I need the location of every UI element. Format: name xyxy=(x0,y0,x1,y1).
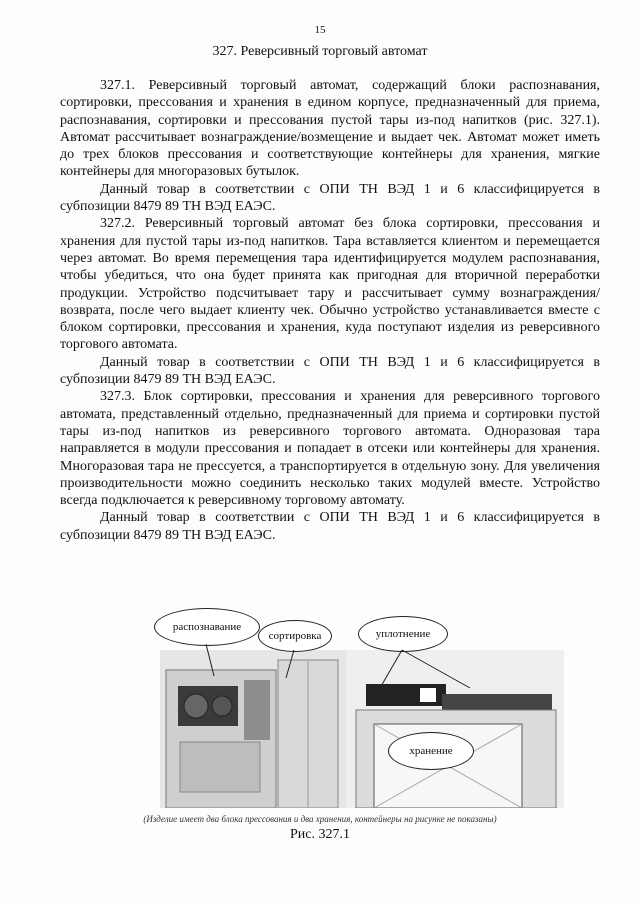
section-title: 327. Реверсивный торговый автомат xyxy=(212,44,428,59)
label-recognition: распознавание xyxy=(154,608,260,646)
figure-note: (Изделие имеет два блока прессования и два хранения, контейнеры на рисунке не показаны) xyxy=(143,814,497,824)
paragraph-327-3: 327.3. Блок сортировки, прессования и хранения для реверсивного торгового автомата, представленный отдельно, предназначенный для приема и сортировки пустой тары из-под напитков из реверсивного торгового автомата. Одноразовая тара направляется в модули прессования и попадает в отсеки или контейнеры для хранения. Многоразовая тара не прессуется, а транспортируется в отдельную зону. Для увеличения производительности можно соединить несколько таких модулей вместе. Устройство всегда подключается к реверсивному торговому автомату. xyxy=(60,389,600,509)
paragraph-327-1: 327.1. Реверсивный торговый автомат, содержащий блоки распознавания, сортировки, прессования и хранения в едином корпусе, предназначенный для приема, распознавания, сортировки и прессования пустой тары из-под напитков (рис. 327.1). Автомат рассчитывает вознаграждение/возмещение и выдает чек. Автомат может иметь до трех блоков прессования и соответствующие контейнеры для хранения, мягкие контейнеры для многоразовых бутылок. xyxy=(60,78,600,180)
label-compaction: уплотнение xyxy=(358,616,448,652)
leader-lines xyxy=(110,598,570,814)
figure-caption: Рис. 327.1 xyxy=(290,827,350,842)
document-body xyxy=(60,77,600,544)
page-number: 15 xyxy=(314,24,326,36)
classification-paragraph-2: Данный товар в соответствии с ОПИ ТН ВЭД 1 и 6 классифицируется в субпозиции 8479 89 ТН ВЭД ЕАЭС. xyxy=(60,354,600,388)
figure-327-1 xyxy=(110,598,570,814)
label-storage: хранение xyxy=(388,732,474,770)
paragraph-327-2: 327.2. Реверсивный торговый автомат без блока сортировки, прессования и хранения для пустой тары из-под напитков. Тара вставляется клиентом и перемещается через автомат. Во время перемещения тара идентифицируется модулем распознавания, чтобы убедиться, что она будет принята как пригодная для вторичной переработки продукции. Устройство подсчитывает тару и рассчитывает сумму вознаграждения/возврата, после чего выдает клиенту чек. Обычно устройство устанавливается вместе с блоком сортировки, прессования и хранения, куда поступают изделия из реверсивного торгового автомата. xyxy=(60,216,600,353)
classification-paragraph-1: Данный товар в соответствии с ОПИ ТН ВЭД 1 и 6 классифицируется в субпозиции 8479 89 ТН ВЭД ЕАЭС. xyxy=(60,181,600,215)
label-sorting: сортировка xyxy=(258,620,332,652)
classification-paragraph-3: Данный товар в соответствии с ОПИ ТН ВЭД 1 и 6 классифицируется в субпозиции 8479 89 ТН ВЭД ЕАЭС. xyxy=(60,510,600,543)
